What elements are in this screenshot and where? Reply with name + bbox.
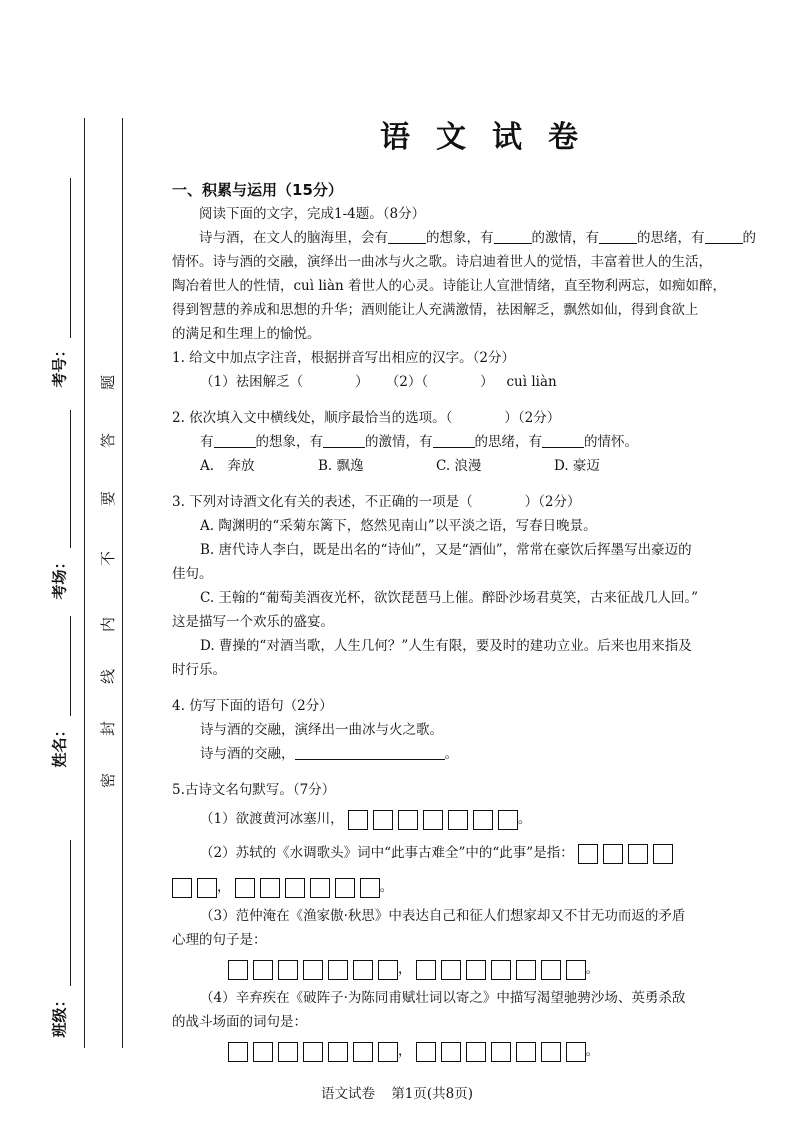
exam-content <box>172 112 772 1068</box>
page-footer <box>0 1082 794 1102</box>
q2-blank[interactable] <box>214 433 256 448</box>
q5-stem: 5.古诗文名句默写。（7分） <box>172 782 336 798</box>
margin-line-outer <box>84 118 85 1048</box>
seal-char: 线 <box>99 668 118 685</box>
passage-line: 得到智慧的养成和思想的升华；酒则能让人充满激情，祛困解乏，飘然如仙，得到食欲上 <box>172 302 699 318</box>
passage-line: 情怀。诗与酒的交融，演绎出一曲冰与火之歌。诗启迪着世人的觉悟，丰富着世人的生活， <box>172 254 712 270</box>
room-label: 考场： <box>50 554 69 600</box>
q4-stem: 4. 仿写下面的语句（2分） <box>172 698 333 714</box>
q5-item-3-cont: 心理的句子是： <box>172 932 267 948</box>
seal-char: 密 <box>99 772 118 789</box>
q3-option-d-cont: 时行乐。 <box>172 662 226 678</box>
q4-prompt: 诗与酒的交融， 。 <box>200 746 458 762</box>
section-heading: 一、积累与运用（15分） <box>172 181 343 199</box>
room-field[interactable] <box>70 410 71 548</box>
q2-blank[interactable] <box>433 433 475 448</box>
section-intro: 阅读下面的文字，完成1-4题。（8分） <box>199 206 426 222</box>
passage-blank[interactable] <box>388 229 426 244</box>
q2-blank[interactable] <box>542 433 584 448</box>
seal-char: 答 <box>99 432 118 449</box>
seal-char: 不 <box>99 550 118 567</box>
q1-items: （1）祛困解乏（ ） （2）（ ） cuì liàn <box>200 374 557 390</box>
passage-line: 陶冶着世人的性情，cuì liàn 着世人的心灵。诗能让人宣泄情绪，直至物利两忘，如痴如醉， <box>172 278 727 294</box>
q2-option[interactable]: D. 豪迈 <box>554 458 600 474</box>
q5-item-4-answer: ， 。 <box>172 1034 772 1068</box>
number-label: 考号： <box>50 342 69 388</box>
answer-boxes[interactable] <box>172 878 217 898</box>
q3-option-d[interactable]: D. 曹操的“对酒当歌，人生几何？”人生有限，要及时的建功立业。后来也用来指及 <box>200 638 692 654</box>
footer-subject: 语文试卷 <box>320 1086 375 1102</box>
answer-boxes[interactable] <box>578 844 673 864</box>
page-title: 语文试卷 <box>380 120 604 155</box>
name-field[interactable] <box>70 616 71 716</box>
q2-option[interactable]: C. 浪漫 <box>436 458 482 474</box>
passage: 诗与酒，在文人的脑海里，会有 的想象，有 的激情，有 的思绪，有 的 情怀。诗与酒的交融，演绎出一曲冰与火之歌。诗启迪着世人的觉悟，丰富着世人的生活， 陶冶着世人的性情，cuì liàn 着世人的心灵。诗能让人宣泄情绪，直至物利两忘，如痴如醉， 得到智慧的养成和思想的升华；酒则能让人充满激情，祛困解乏，飘然如仙，得到食欲上 的满足和生理上的愉悦。 <box>172 226 772 346</box>
q3-option-c-cont: 这是描写一个欢乐的盛宴。 <box>172 614 334 630</box>
passage-blank[interactable] <box>599 229 637 244</box>
answer-boxes[interactable] <box>228 1042 398 1062</box>
q4-example: 诗与酒的交融，演绎出一曲冰与火之歌。 <box>200 722 443 738</box>
q5-item-1: （1）欲渡黄河冰塞川， 。 <box>172 802 772 836</box>
seal-char: 要 <box>99 490 118 507</box>
q5-item-2: （2）苏轼的《水调歌头》词中“此事古难全”中的“此事”是指： <box>172 836 772 870</box>
answer-boxes[interactable] <box>235 878 380 898</box>
q4-answer-line[interactable] <box>295 745 445 760</box>
q2-stem: 2. 依次填入文中横线处，顺序最恰当的选项。（ ）（2分） <box>172 410 561 426</box>
answer-boxes[interactable] <box>228 960 398 980</box>
seal-char: 内 <box>99 616 118 633</box>
q5-item-4: （4）辛弃疾在《破阵子·为陈同甫赋壮词以寄之》中描写渴望驰骋沙场、英勇杀敌 <box>200 990 686 1006</box>
seal-char: 封 <box>99 720 118 737</box>
q3-option-b-cont: 佳句。 <box>172 566 213 582</box>
q5-item-3: （3）范仲淹在《渔家傲·秋思》中表达自己和征人们想家却又不甘无功而返的矛盾 <box>200 908 686 924</box>
answer-boxes[interactable] <box>348 810 518 830</box>
q2-blank[interactable] <box>323 433 365 448</box>
name-label: 姓名： <box>50 722 69 768</box>
binding-margin <box>0 0 130 1123</box>
answer-boxes[interactable] <box>416 1042 586 1062</box>
q3-stem: 3. 下列对诗酒文化有关的表述，不正确的一项是（ ）（2分） <box>172 494 581 510</box>
answer-boxes[interactable] <box>416 960 586 980</box>
q2-option[interactable]: B. 飘逸 <box>318 458 364 474</box>
margin-line-inner <box>122 118 123 1048</box>
passage-line: 的满足和生理上的愉悦。 <box>172 326 321 342</box>
passage-blank[interactable] <box>494 229 532 244</box>
q3-option-b[interactable]: B. 唐代诗人李白，既是出名的“诗仙”，又是“酒仙”，常常在豪饮后挥墨写出豪迈的 <box>200 542 692 558</box>
class-label: 班级： <box>50 992 69 1038</box>
q5-item-3-answer: ， 。 <box>172 952 772 986</box>
q5-item-4-cont: 的战斗场面的词句是： <box>172 1014 307 1030</box>
q1-stem: 1. 给文中加点字注音，根据拼音写出相应的汉字。（2分） <box>172 350 516 366</box>
q2-option[interactable]: A. 奔放 <box>200 458 255 474</box>
seal-char: 题 <box>99 374 118 391</box>
class-field[interactable] <box>70 840 71 986</box>
q3-option-a[interactable]: A. 陶渊明的“采菊东篱下，悠然见南山”以平淡之语，写春日晚景。 <box>200 518 597 534</box>
q5-item-2-cont: ， 。 <box>172 870 772 904</box>
passage-blank[interactable] <box>705 229 743 244</box>
q2-options <box>172 454 772 478</box>
page-number: 第1页(共8页) <box>391 1086 473 1102</box>
q2-fill-line: 有 的想象，有 的激情，有 的思绪，有 的情怀。 <box>200 434 638 450</box>
number-field[interactable] <box>70 178 71 338</box>
q3-option-c[interactable]: C. 王翰的“葡萄美酒夜光杯，欲饮琵琶马上催。醉卧沙场君莫笑，古来征战几人回。” <box>200 590 698 606</box>
